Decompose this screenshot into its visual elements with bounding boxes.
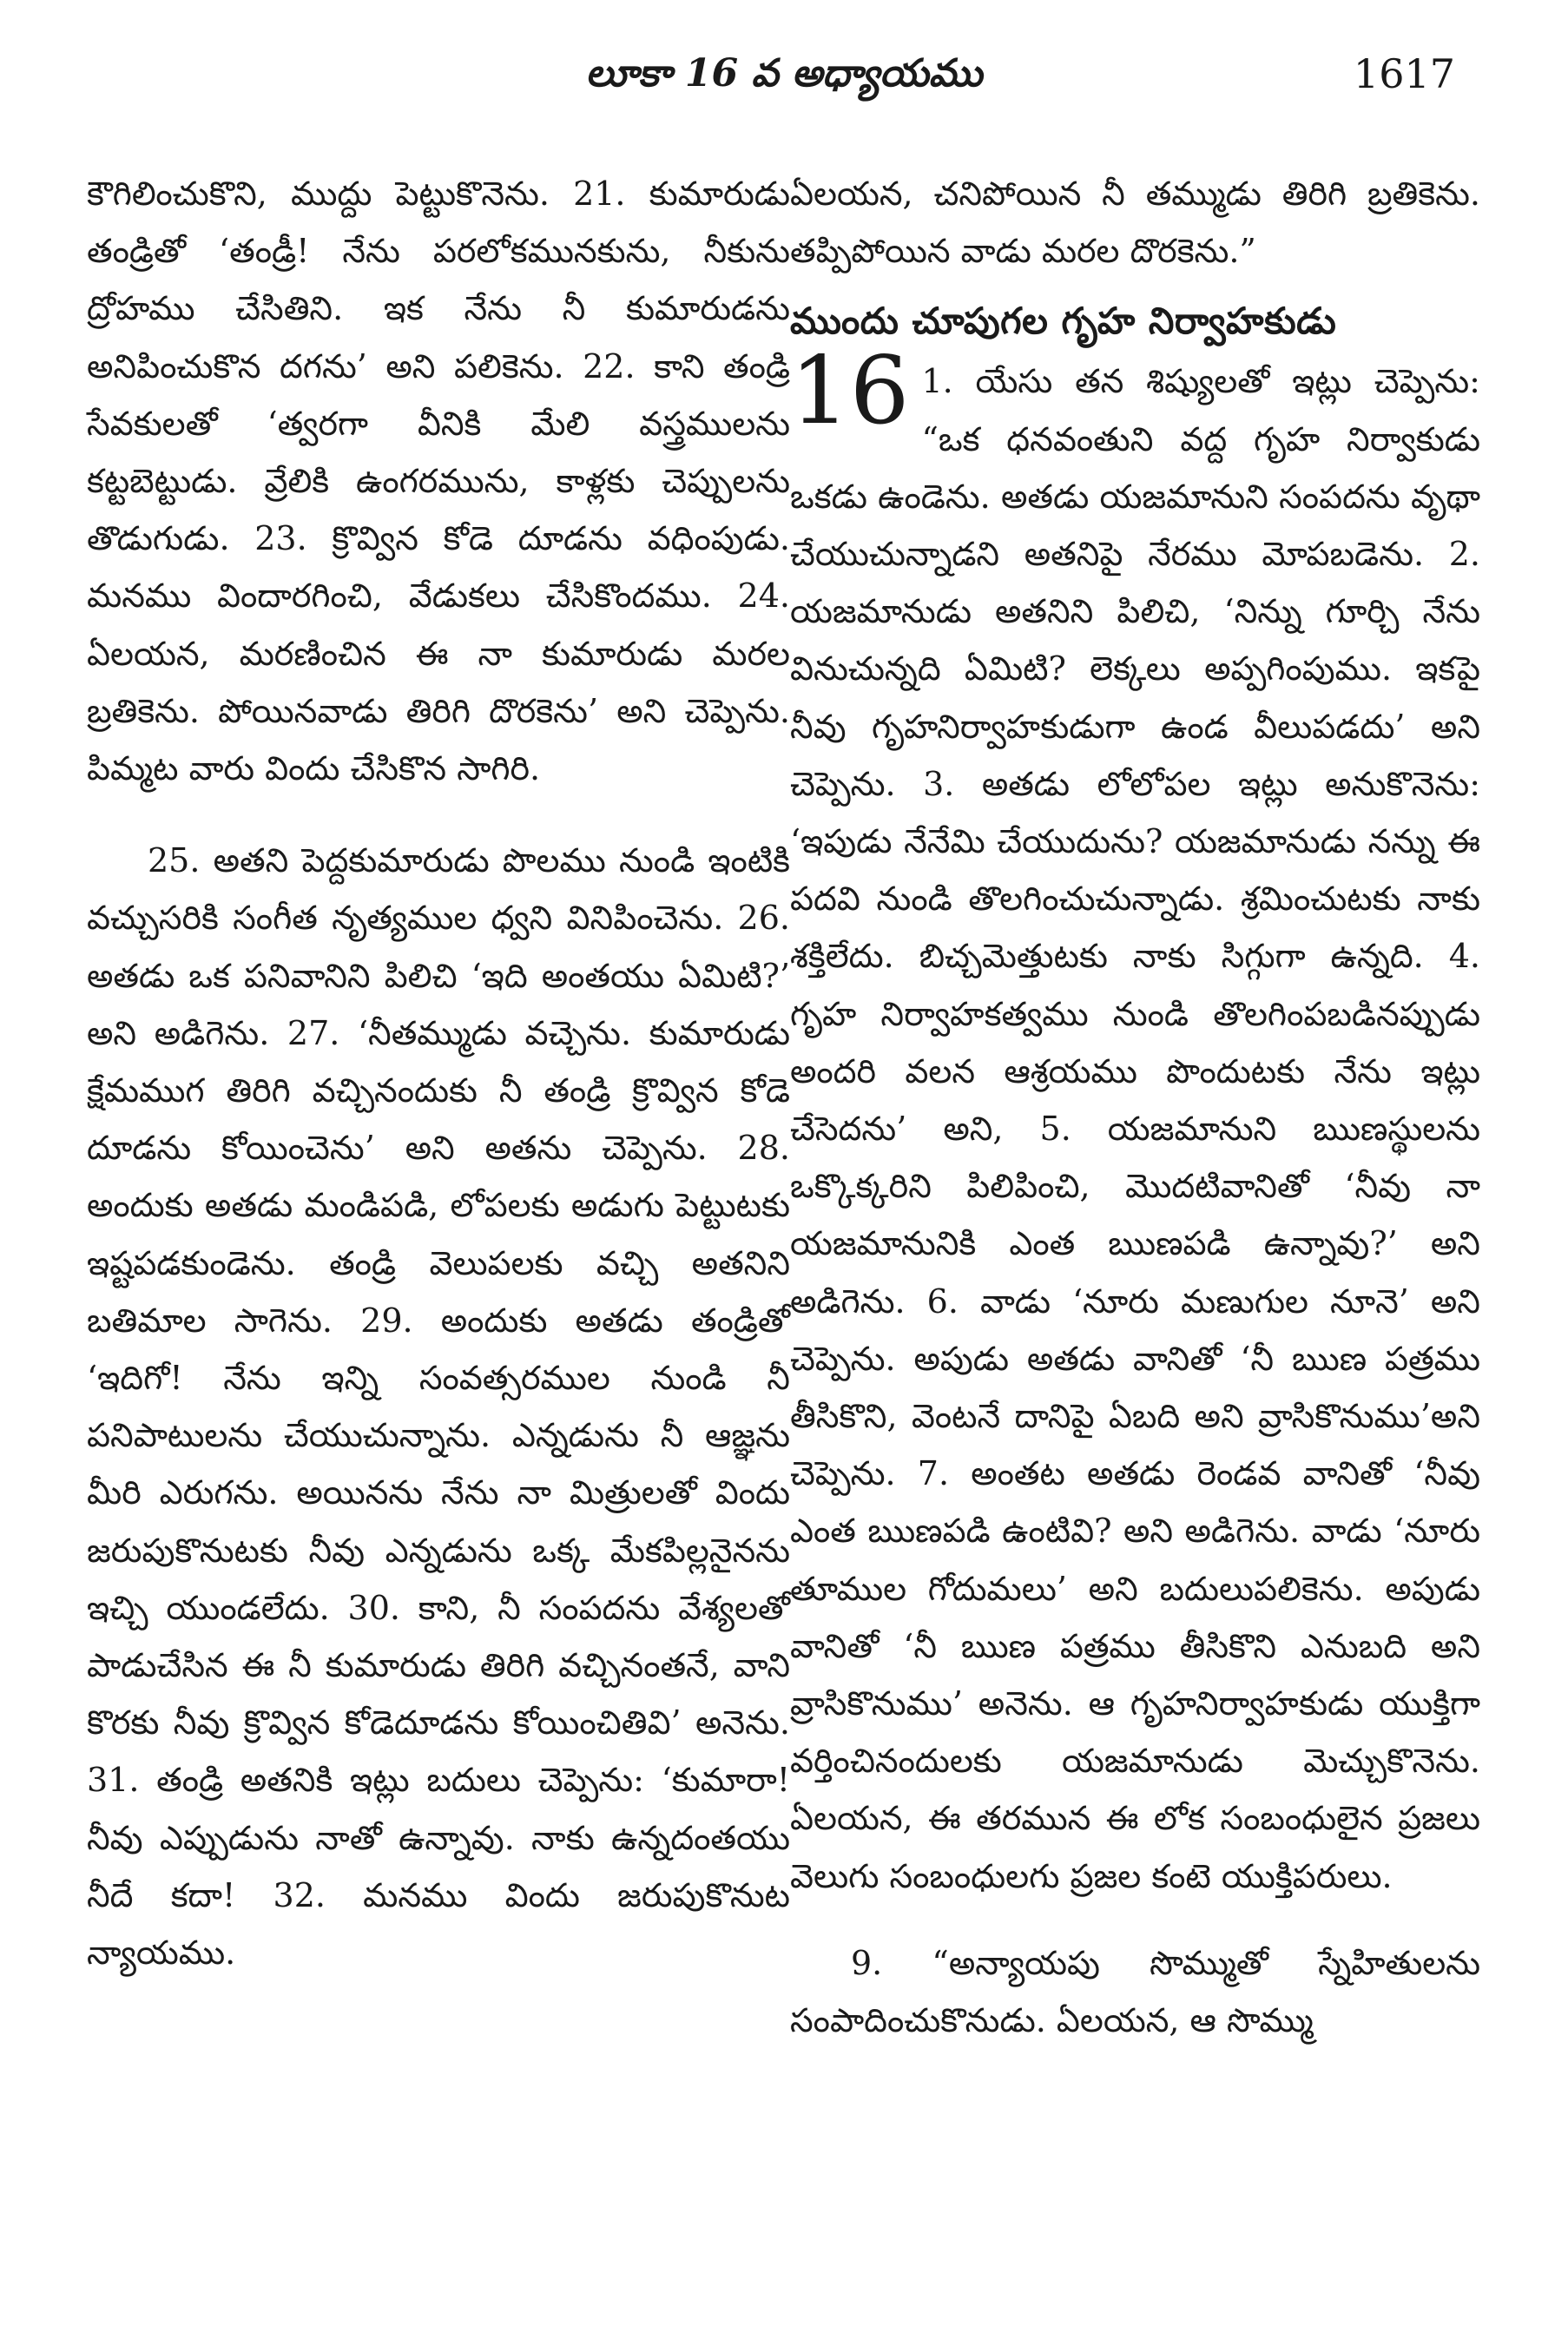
- paragraph-conclusion: ఏలయన, చనిపోయిన నీ తమ్ముడు తిరిగి బ్రతికెను. తప్పిపోయిన వాడు మరల దొరకెను.”: [790, 175, 1480, 271]
- left-column: [87, 165, 790, 1981]
- chapter-paragraph: [790, 337, 1480, 1904]
- page-number: 1617: [1353, 50, 1455, 97]
- paragraph-elder-son: 25. అతని పెద్దకుమారుడు పొలము నుండి ఇంటికి వచ్చుసరికి సంగీత నృత్యముల ధ్వని వినిపించెను. 26. అతడు ఒక పనివానిని పిలిచి ‘ఇది అంతయు ఏమిటి?’ అని అడిగెను. 27. ‘నీతమ్ముడు వచ్చెను. కుమారుడు క్షేమముగ తిరిగి వచ్చినందుకు నీ తండ్రి క్రొవ్విన కోడె దూడను కోయించెను’ అని అతను చెప్పెను. 28. అందుకు అతడు మండిపడి, లోపలకు అడుగు పెట్టుటకు ఇష్టపడకుండెను. తండ్రి వెలుపలకు వచ్చి అతనిని బతిమాల సాగెను. 29. అందుకు అతడు తండ్రితో ‘ఇదిగో! నేను ఇన్ని సంవత్సరముల నుండి నీ పనిపాటులను చేయుచున్నాను. ఎన్నడును నీ ఆజ్ఞను మీరి ఎరుగను. అయినను నేను నా మిత్రులతో విందు జరుపుకొనుటకు నీవు ఎన్నడును ఒక్క మేకపిల్లనైనను ఇచ్చి యుండలేదు. 30. కాని, నీ సంపదను వేశ్యలతో పాడుచేసిన ఈ నీ కుమారుడు తిరిగి వచ్చినంతనే, వాని కొరకు నీవు క్రొవ్విన కోడెదూడను కోయించితివి’ అనెను. 31. తండ్రి అతనికి ఇట్లు బదులు చెప్పెను: ‘కుమారా! నీవు ఎప్పుడును నాతో ఉన్నావు. నాకు ఉన్నదంతయు నీదే కదా! 32. మనము విందు జరుపుకొనుట న్యాయము.: [87, 841, 790, 1973]
- running-title: లూకా 16 వ అధ్యాయము: [585, 51, 983, 96]
- page-header: [0, 35, 1568, 113]
- paragraph-gap: [87, 797, 790, 832]
- chapter-number: 16: [790, 337, 910, 446]
- paragraph-verse-9: 9. “అన్యాయపు సొమ్ముతో స్నేహితులను సంపాదించుకొనుడు. ఏలయన, ఆ సొమ్ము: [790, 1943, 1480, 2040]
- chapter-text: 1. యేసు తన శిష్యులతో ఇట్లు చెప్పెను: “ఒక ధనవంతుని వద్ద గృహ నిర్వాకుడు ఒకడు ఉండెను. అతడు యజమానుని సంపదను వృథా చేయుచున్నాడని అతనిపై నేరము మోపబడెను. 2. యజమానుడు అతనిని పిలిచి, ‘నిన్ను గూర్చి నేను వినుచున్నది ఏమిటి? లెక్కలు అప్పగింపుము. ఇకపై నీవు గృహనిర్వాహకుడుగా ఉండ వీలుపడదు’ అని చెప్పెను. 3. అతడు లోలోపల ఇట్లు అనుకొనెను: ‘ఇపుడు నేనేమి చేయుదును? యజమానుడు నన్ను ఈ పదవి నుండి తొలగించుచున్నాడు. శ్రమించుటకు నాకు శక్తిలేదు. బిచ్చమెత్తుటకు నాకు సిగ్గుగా ఉన్నది. 4. గృహ నిర్వాహకత్వము నుండి తొలగింపబడినప్పుడు అందరి వలన ఆశ్రయము పొందుటకు నేను ఇట్లు చేసెదను’ అని, 5. యజమానుని ఋణస్థులను ఒక్కొక్కరిని పిలిపించి, మొదటివానితో ‘నీవు నా యజమానునికి ఎంత ఋణపడి ఉన్నావు?’ అని అడిగెను. 6. వాడు ‘నూరు మణుగుల నూనె’ అని చెప్పెను. అపుడు అతడు వానితో ‘నీ ఋణ పత్రము తీసికొని, వెంటనే దానిపై ఏబది అని వ్రాసికొనుము’అని చెప్పెను. 7. అంతట అతడు రెండవ వానితో ‘నీవు ఎంత ఋణపడి ఉంటివి? అని అడిగెను. వాడు ‘నూరు తూముల గోదుమలు’ అని బదులుపలికెను. అపుడు వానితో ‘నీ ఋణ పత్రము తీసికొని ఎనుబది అని వ్రాసికొనుము’ అనెను. ఆ గృహనిర్వాహకుడు యుక్తిగా వర్తించినందులకు యజమానుడు మెచ్చుకొనెను. ఏలయన, ఈ తరమున ఈ లోక సంబంధులైన ప్రజలు వెలుగు సంబంధులగు ప్రజల కంటె యుక్తిపరులు.: [790, 362, 1480, 1895]
- section-heading: ముందు చూపుగల గృహ నిర్వాహకుడు: [790, 300, 1337, 343]
- paragraph-continuation: కౌగిలించుకొని, ముద్దు పెట్టుకొనెను. 21. కుమారుడు తండ్రితో ‘తండ్రీ! నేను పరలోకమునకును, నీకును ద్రోహము చేసితిని. ఇక నేను నీ కుమారుడను అనిపించుకొన దగను’ అని పలికెను. 22. కాని తండ్రి సేవకులతో ‘త్వరగా వీనికి మేలి వస్త్రములను కట్టబెట్టుడు. వ్రేలికి ఉంగరమును, కాళ్లకు చెప్పులను తొడుగుడు. 23. క్రొవ్విన కోడె దూడను వధింపుడు. మనము విందారగించి, వేడుకలు చేసికొందము. 24. ఏలయన, మరణించిన ఈ నా కుమారుడు మరల బ్రతికెను. పోయినవాడు తిరిగి దొరకెను’ అని చెప్పెను. పిమ్మట వారు విందు చేసికొన సాగిరి.: [87, 175, 790, 788]
- right-column: [790, 165, 1480, 2049]
- paragraph-gap: [790, 1905, 1480, 1934]
